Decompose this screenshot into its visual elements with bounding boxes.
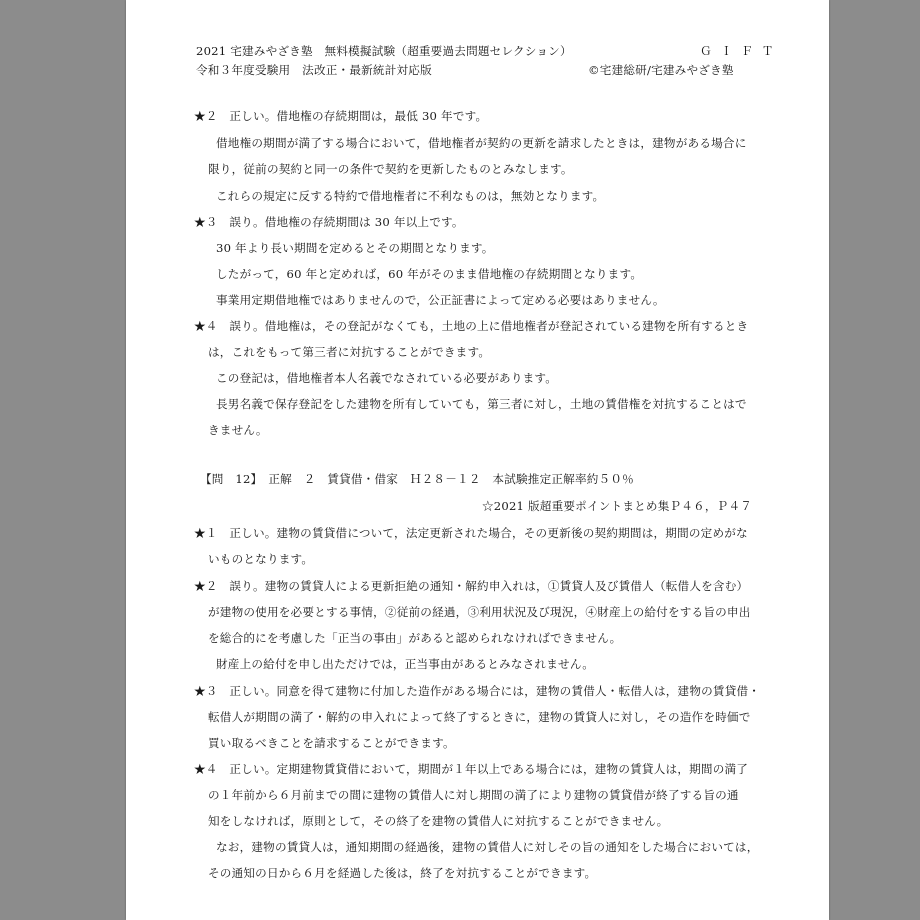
header-brand: ＧＩＦＴ	[700, 44, 783, 58]
document-page	[126, 0, 829, 920]
q12-item4-head: ★４ 正しい。定期建物賃貸借において，期間が１年以上である場合には，建物の賃貸人は，期間の満了	[194, 762, 749, 776]
s1-item4-head: ★４ 誤り。借地権は，その登記がなくても，土地の上に借地権者が登記されている建物を所有するとき	[194, 319, 749, 333]
q12-item1-cont: いものとなります。	[208, 552, 314, 566]
s1-item4-cont: は，これをもって第三者に対抗することができます。	[208, 345, 491, 359]
s1-item2-p1b: 限り，従前の契約と同一の条件で契約を更新したものとみなします。	[208, 162, 573, 176]
q12-item4-p1b: その通知の日から６月を経過した後は，終了を対抗することができます。	[208, 866, 597, 880]
s1-item2-head: ★２ 正しい。借地権の存続期間は，最低 30 年です。	[194, 109, 488, 123]
s1-item4-p2a: 長男名義で保存登記をした建物を所有していても，第三者に対し，土地の賃借権を対抗することはで	[216, 397, 747, 411]
s1-item4-p2b: きません。	[208, 423, 268, 437]
s1-item3-p1: 30 年より長い期間を定めるとその期間となります。	[216, 241, 494, 255]
q12-item2-p1: 財産上の給付を申し出ただけでは，正当事由があるとみなされません。	[216, 657, 595, 671]
s1-item4-p1: この登記は，借地権者本人名義でなされている必要があります。	[216, 371, 558, 385]
s1-item3-p3: 事業用定期借地権ではありませんので，公正証書によって定める必要はありません。	[216, 293, 665, 307]
header-copyright: ©宅建総研/宅建みやざき塾	[588, 63, 734, 77]
q12-reference: ☆2021 版超重要ポイントまとめ集Ｐ４６，Ｐ４７	[482, 499, 753, 513]
q12-item2-cont1: が建物の使用を必要とする事情，②従前の経過，③利用状況及び現況，④財産上の給付をする旨の申出	[208, 605, 751, 619]
q12-item3-head: ★３ 正しい。同意を得て建物に付加した造作がある場合には，建物の賃借人・転借人は，建物の賃貸借・	[194, 684, 761, 698]
q12-item4-p1a: なお，建物の賃貸人は，通知期間の経過後，建物の賃借人に対しその旨の通知をした場合においては，	[216, 840, 759, 854]
q12-item2-cont2: を総合的にを考慮した「正当の事由」があると認められなければできません。	[208, 631, 622, 645]
q12-heading: 【問 12】 正解 ２ 賃貸借・借家 Ｈ２８－１２ 本試験推定正解率約５０％	[200, 472, 634, 486]
q12-item4-cont1: の１年前から６月前までの間に建物の賃借人に対し期間の満了により建物の賃貸借が終了する旨の通	[208, 788, 739, 802]
s1-item3-p2: したがって，60 年と定めれば，60 年がそのまま借地権の存続期間となります。	[216, 267, 643, 281]
s1-item2-p2: これらの規定に反する特約で借地権者に不利なものは，無効となります。	[216, 189, 605, 203]
header-subtitle: 令和３年度受験用 法改正・最新統計対応版	[196, 63, 432, 77]
s1-item3-head: ★３ 誤り。借地権の存続期間は 30 年以上です。	[194, 215, 464, 229]
s1-item2-p1a: 借地権の期間が満了する場合において，借地権者が契約の更新を請求したときは，建物がある場合に	[216, 136, 747, 150]
q12-item2-head: ★２ 誤り。建物の賃貸人による更新拒絶の通知・解約申入れは，①賃貸人及び賃借人（転借人を含む）	[194, 579, 749, 593]
q12-item3-cont1: 転借人が期間の満了・解約の申入れによって終了するときに，建物の賃貸人に対し，その造作を時価で	[208, 710, 751, 724]
q12-item1-head: ★１ 正しい。建物の賃貸借について，法定更新された場合，その更新後の契約期間は，期間の定めがな	[194, 526, 748, 540]
q12-item3-cont2: 買い取るべきことを請求することができます。	[208, 736, 455, 750]
header-title: 2021 宅建みやざき塾 無料模擬試験（超重要過去問題セレクション）	[196, 44, 572, 58]
q12-item4-cont2: 知をしなければ，原則として，その終了を建物の賃借人に対抗することができません。	[208, 814, 669, 828]
